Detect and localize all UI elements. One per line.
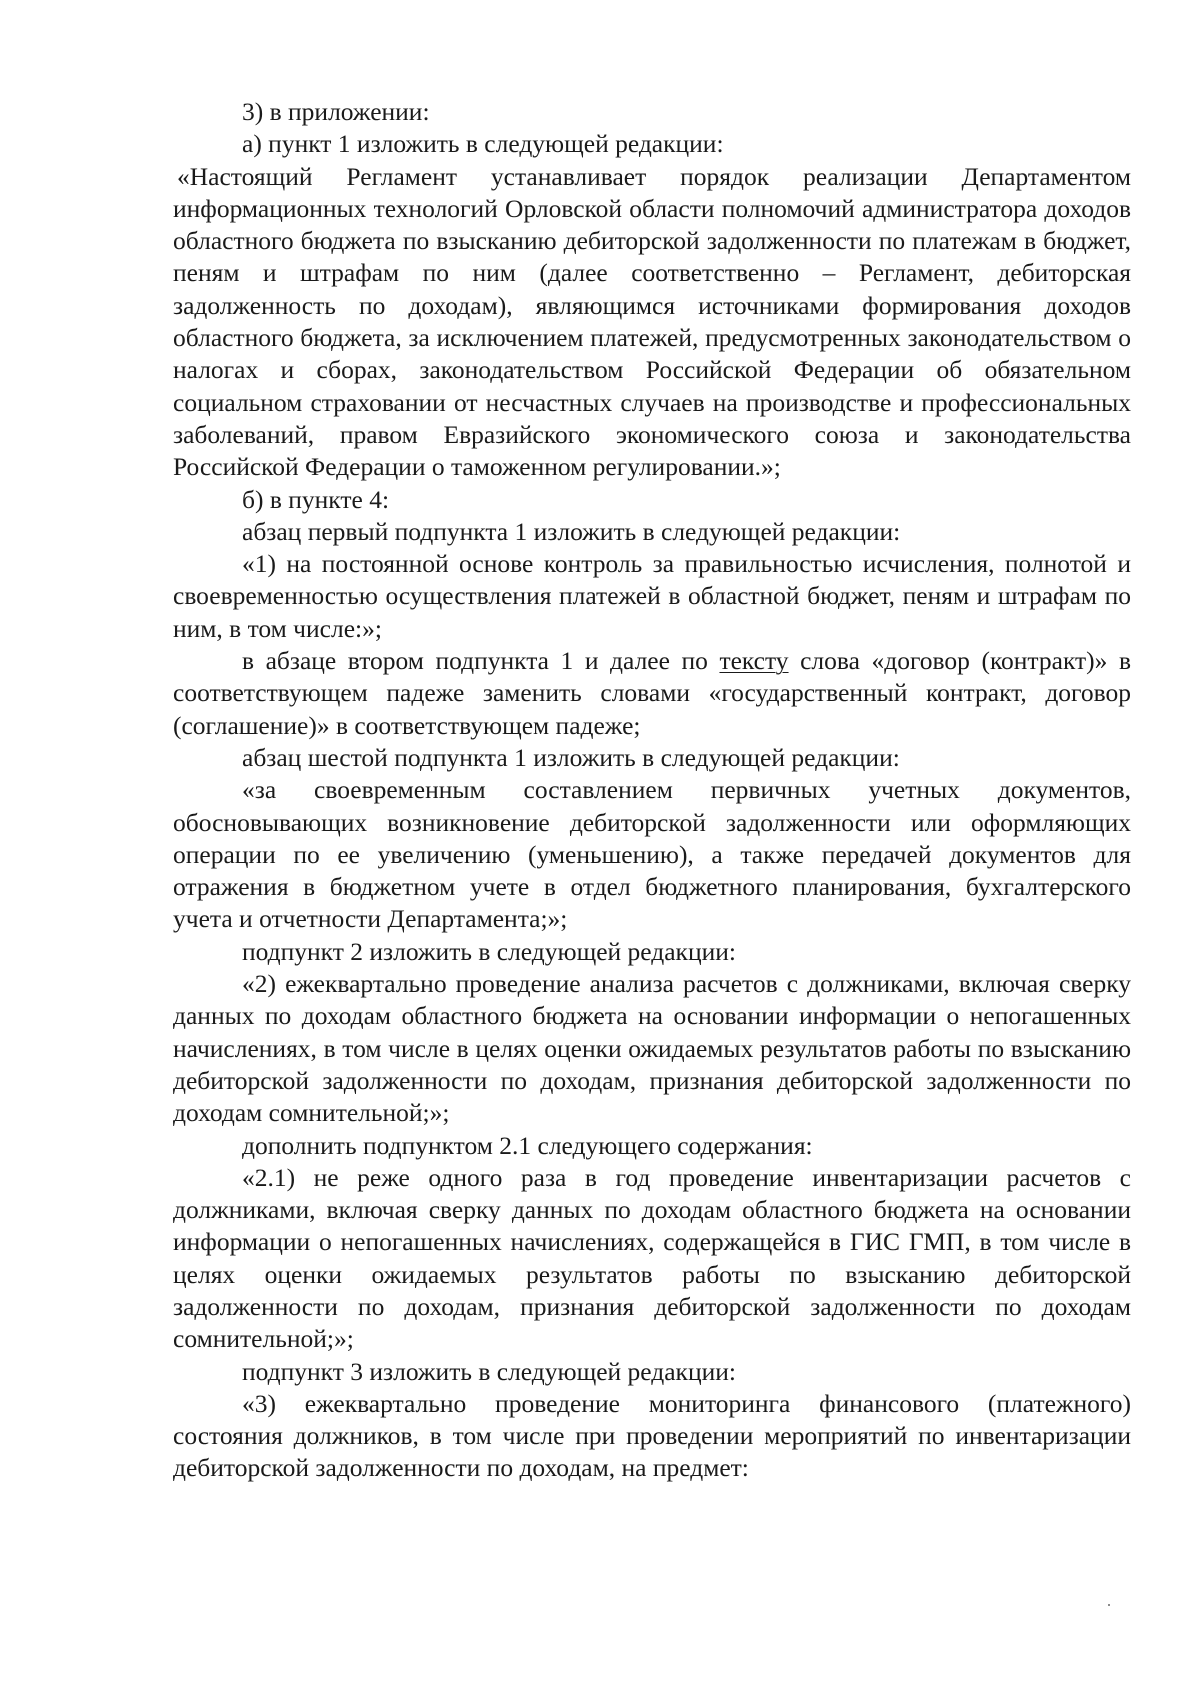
paragraph: «2.1) не реже одного раза в год проведение инвентаризации расчетов с должниками, включая сверку данных по доходам областного бюджета на основании информации о непогашенных начислениях, содержащейся в ГИС ГМП, в том числе в целях оценки ожидаемых результатов работы по взысканию дебиторской задолженности по доходам, признания дебиторской задолженности по доходам сомнительной;»; (173, 1162, 1131, 1354)
paragraph: а) пункт 1 изложить в следующей редакции: (242, 129, 724, 159)
paragraph-text: в абзаце втором подпункта 1 и далее по (242, 646, 720, 676)
paragraph: «Настоящий Регламент устанавливает порядок реализации Департаментом информационных технологий Орловской области полномочий администратора доходов областного бюджета по взысканию дебиторской задолженности по платежам в бюджет, пеням и штрафам по ним (далее соответственно – Регламент, дебиторская задолженность по доходам), являющимся источниками формирования доходов областного бюджета, за исключением платежей, предусмотренных законодательством о налогах и сборах, законодательством Российской Федерации об обязательном социальном страховании от несчастных случаев на производстве и профессиональных заболеваний, правом Евразийского экономического союза и законодательства Российской Федерации о таможенном регулировании.»; (173, 161, 1131, 482)
paragraph: «3) ежеквартально проведение мониторинга финансового (платежного) состояния должников, в том числе при проведении мероприятий по инвентаризации дебиторской задолженности по доходам, на предмет: (173, 1388, 1131, 1483)
paragraph: подпункт 2 изложить в следующей редакции: (242, 936, 736, 966)
paragraph-text: слова «договор (контракт)» в соответствующем падеже заменить словами «государственный контракт, договор (соглашение)» в соответствующем падеже; (173, 646, 1131, 740)
scan-speck (1108, 1604, 1110, 1606)
paragraph: «2) ежеквартально проведение анализа расчетов с должниками, включая сверку данных по доходам областного бюджета на основании информации о непогашенных начислениях, в том числе в целях оценки ожидаемых результатов работы по взысканию дебиторской задолженности по доходам, признания дебиторской задолженности по доходам сомнительной;»; (173, 969, 1131, 1128)
paragraph: «1) на постоянной основе контроль за правильностью исчисления, полнотой и своевременностью осуществления платежей в областной бюджет, пеням и штрафам по ним, в том числе:»; (173, 549, 1131, 643)
paragraph: дополнить подпунктом 2.1 следующего содержания: (242, 1130, 813, 1160)
paragraph: абзац шестой подпункта 1 изложить в следующей редакции: (242, 742, 900, 772)
paragraph: подпункт 3 изложить в следующей редакции: (242, 1356, 736, 1386)
paragraph: абзац первый подпункта 1 изложить в следующей редакции: (242, 516, 901, 546)
paragraph (173, 645, 1131, 742)
paragraph: 3) в приложении: (242, 97, 430, 126)
paragraph: «за своевременным составлением первичных учетных документов, обосновывающих возникновение дебиторской задолженности или оформляющих операции по ее увеличению (уменьшению), а также передачей документов для отражения в бюджетном учете в отдел бюджетного планирования, бухгалтерского учета и отчетности Департамента;»; (173, 775, 1131, 934)
paragraph: б) в пункте 4: (242, 484, 390, 514)
underlined-word: тексту (719, 646, 789, 676)
document-body (173, 96, 1131, 1485)
